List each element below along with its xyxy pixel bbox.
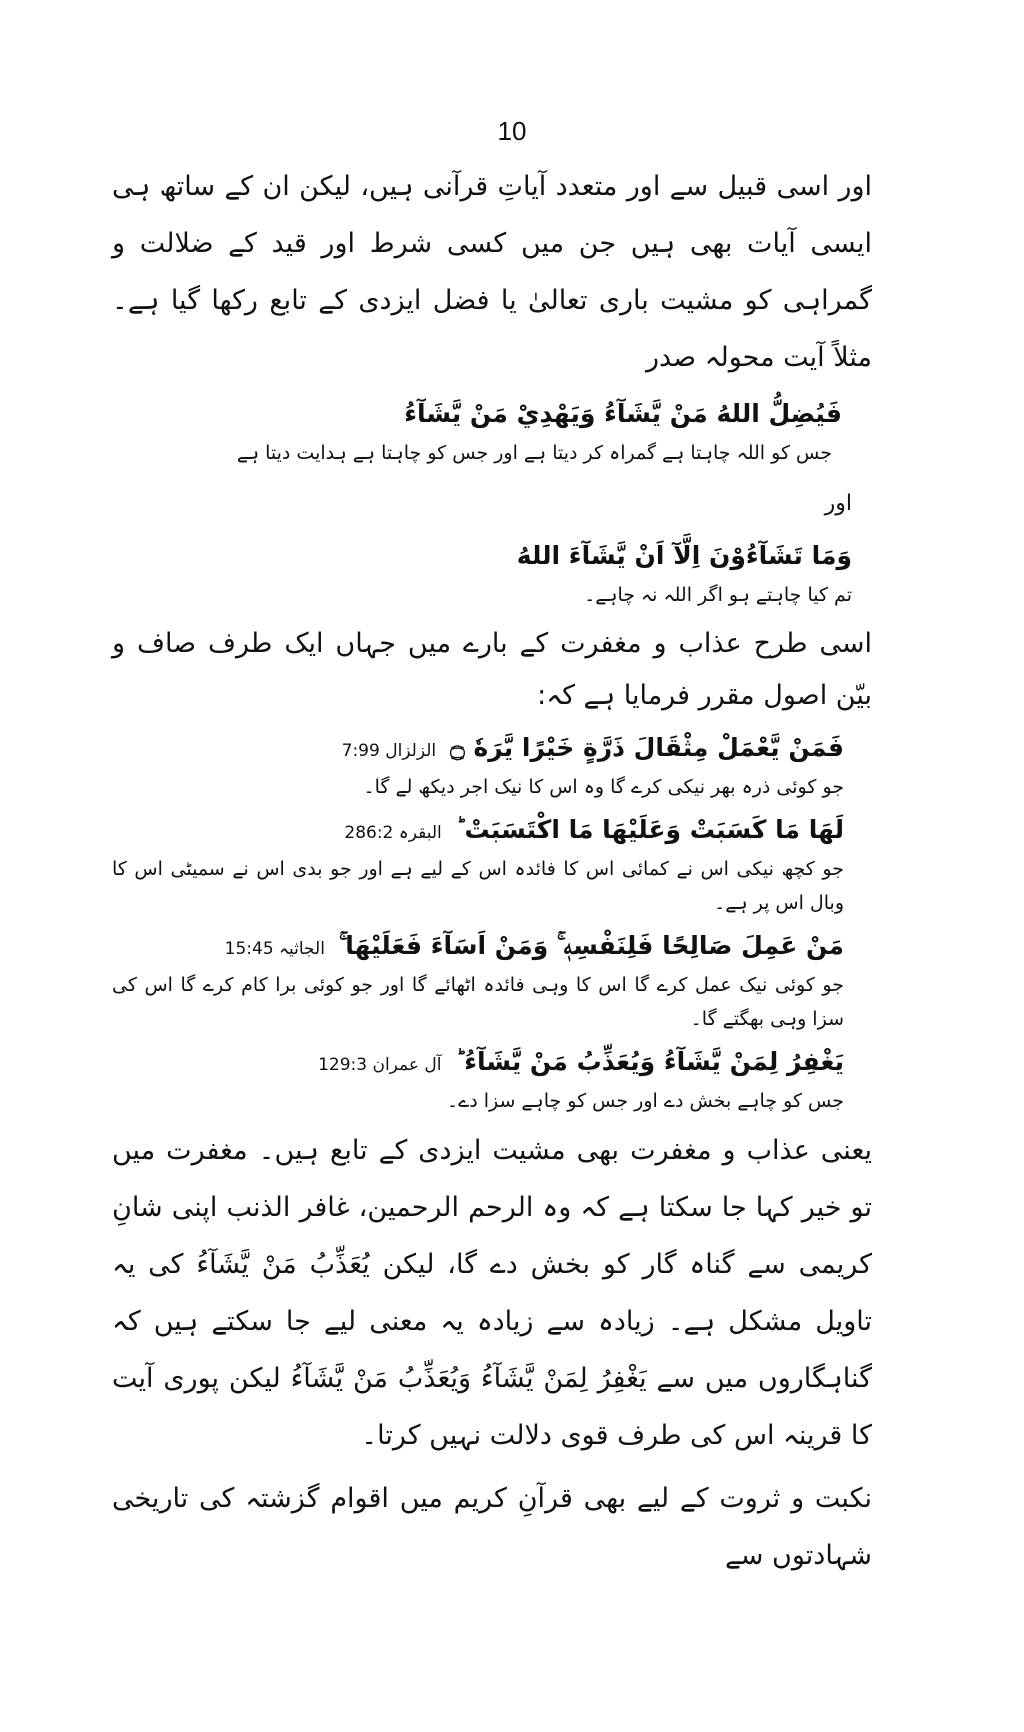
page-body xyxy=(112,158,872,1584)
verse-row-6 xyxy=(112,1042,844,1082)
verse-5-translation: جو کوئی نیک عمل کرے گا اس کا وہی فائدہ اٹھائے گا اور جو کوئی برا کام کرے گا اس کی سزا وہی بھگتے گا۔ xyxy=(112,974,844,1030)
paragraph-intro: اور اسی قبیل سے اور متعدد آیاتِ قرآنی ہیں، لیکن ان کے ساتھ ہی ایسی آیات بھی ہیں جن میں کسی شرط اور قید کے ضلالت و گمراہی کو مشیت باری تعالیٰ یا فضل ایزدی کے تابع رکھا گیا ہے۔ مثلاً آیت محولہ صدر xyxy=(112,171,872,373)
paragraph-forgiveness: یعنی عذاب و مغفرت بھی مشیت ایزدی کے تابع ہیں۔ مغفرت میں تو خیر کہا جا سکتا ہے کہ وہ الرحم الرحمین، غافر الذنب اپنی شانِ کریمی سے گناہ گار کو بخش دے گا، لیکن يُعَذِّبُ مَنْ يَّشَآءُ کی یہ تاویل مشکل ہے۔ زیادہ سے زیادہ یہ معنی لیے جا سکتے ہیں کہ گناہگاروں میں سے يَغْفِرُ لِمَنْ يَّشَآءُ وَيُعَذِّبُ مَنْ يَّشَآءُ لیکن پوری آیت کا قرینہ اس کی طرف قوی دلالت نہیں کرتا۔ xyxy=(112,1135,872,1451)
page-number: 10 xyxy=(497,116,527,146)
verse-2-translation: تم کیا چاہتے ہو اگر اللہ نہ چاہے۔ xyxy=(584,584,852,606)
quran-verse-1: فَيُضِلُّ اللهُ مَنْ يَّشَآءُ وَيَهْدِيْ مَنْ يَّشَآءُ xyxy=(404,399,842,428)
quran-verse-4: لَهَا مَا كَسَبَتْ وَعَلَيْهَا مَا اكْتَسَبَتْ ؕ xyxy=(455,815,844,844)
verse-5-reference: الجاثیہ 15:45 xyxy=(224,939,325,959)
quran-verse-6: يَغْفِرُ لِمَنْ يَّشَآءُ وَيُعَذِّبُ مَنْ يَّشَآءُ ؕ xyxy=(455,1047,844,1076)
verse-row-3 xyxy=(112,728,844,768)
verse-6-reference: آل عمران 129:3 xyxy=(318,1055,442,1075)
verse-row-4 xyxy=(112,810,844,850)
verse-1-translation: جس کو اللہ چاہتا ہے گمراہ کر دیتا ہے اور جس کو چاہتا ہے ہدایت دیتا ہے xyxy=(236,442,832,464)
verse-4-translation: جو کچھ نیکی اس نے کمائی اس کا فائدہ اس کے لیے ہے اور جو بدی اس نے سمیٹی اس کا وبال اس پر ہے۔ xyxy=(112,858,844,914)
verse-6-translation: جس کو چاہے بخش دے اور جس کو چاہے سزا دے۔ xyxy=(446,1090,844,1112)
quran-verse-3: فَمَنْ يَّعْمَلْ مِثْقَالَ ذَرَّةٍ خَيْرًا يَّرَهٗ ۝ xyxy=(450,733,844,762)
verse-3-translation: جو کوئی ذرہ بھر نیکی کرے گا وہ اس کا نیک اجر دیکھ لے گا۔ xyxy=(363,776,844,798)
paragraph-punishment: اسی طرح عذاب و مغفرت کے بارے میں جہاں ایک طرف صاف و بیّن اصول مقرر فرمایا ہے کہ: xyxy=(112,628,872,711)
verse-3-reference: الزلزال 7:99 xyxy=(341,741,437,761)
verse-row-5 xyxy=(112,926,844,966)
quran-verse-5: مَنْ عَمِلَ صَالِحًا فَلِنَفْسِهٖ ۚ وَمَنْ اَسَآءَ فَعَلَيْهَا ۚ xyxy=(338,931,844,960)
quran-verse-2: وَمَا تَشَآءُوْنَ اِلَّآ اَنْ يَّشَآءَ اللهُ xyxy=(516,541,852,570)
verse-4-reference: البقرہ 286:2 xyxy=(344,823,442,843)
paragraph-closing: نکبت و ثروت کے لیے بھی قرآنِ کریم میں اقوام گزشتہ کی تاریخی شہادتوں سے xyxy=(112,1483,872,1571)
conjunction-text: اور xyxy=(824,491,852,516)
